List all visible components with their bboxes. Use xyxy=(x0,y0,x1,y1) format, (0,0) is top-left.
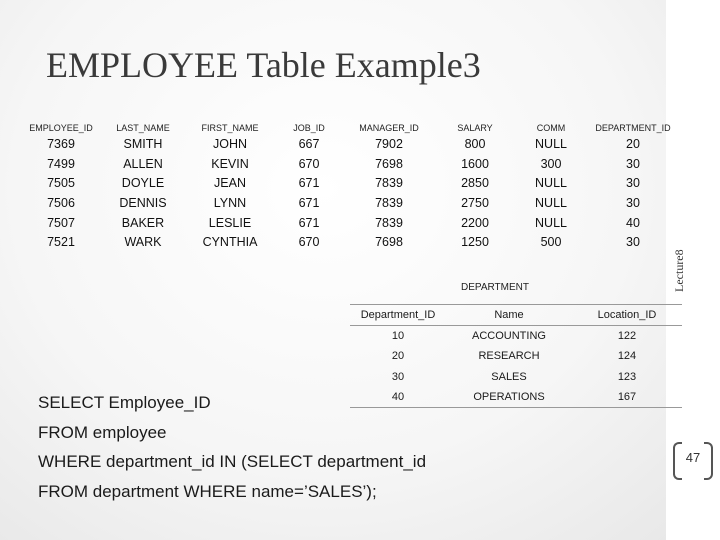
table-cell: 20 xyxy=(626,137,640,152)
table-cell: 30 xyxy=(626,196,640,211)
table-cell: KEVIN xyxy=(211,156,249,171)
table-cell: 671 xyxy=(298,196,320,211)
table-cell: 7902 xyxy=(375,137,403,152)
table-cell: 123 xyxy=(617,370,637,383)
table-row xyxy=(22,135,680,155)
table-cell: 30 xyxy=(626,176,640,191)
table-cell: 40 xyxy=(350,387,446,408)
table-cell: 20 xyxy=(391,350,405,363)
table-cell: NULL xyxy=(535,215,567,230)
table-cell: NULL xyxy=(535,196,567,211)
table-cell: 7839 xyxy=(375,215,403,230)
table-row xyxy=(22,174,680,194)
table-cell: 670 xyxy=(298,156,320,171)
page-number: 47 xyxy=(685,450,701,465)
table-cell: 40 xyxy=(626,215,640,230)
department-table-title: DEPARTMENT xyxy=(461,282,529,293)
sql-line: FROM department WHERE name=’SALES’); xyxy=(38,481,377,501)
table-cell: 30 xyxy=(391,370,405,383)
col-header-first-name: FIRST_NAME xyxy=(201,122,259,133)
col-header-employee-id: EMPLOYEE_ID xyxy=(29,122,93,133)
table-cell: 167 xyxy=(572,387,682,408)
table-cell: 800 xyxy=(464,137,486,152)
table-cell: 7521 xyxy=(47,235,75,250)
table-row xyxy=(350,326,682,347)
table-cell: 30 xyxy=(626,156,640,171)
table-cell: 7505 xyxy=(47,176,75,191)
table-cell: DOYLE xyxy=(121,176,165,191)
table-row xyxy=(350,346,682,366)
table-cell: 7839 xyxy=(375,176,403,191)
slide-title: EMPLOYEE Table Example3 xyxy=(46,45,481,85)
col-header-location-id: Location_ID xyxy=(572,305,682,326)
table-cell: 1250 xyxy=(461,235,489,250)
table-cell: LESLIE xyxy=(208,215,252,230)
table-cell: SALES xyxy=(491,370,527,383)
table-cell: NULL xyxy=(535,137,567,152)
table-cell: BAKER xyxy=(121,215,165,230)
sql-line: SELECT Employee_ID xyxy=(38,393,211,412)
table-cell: NULL xyxy=(535,176,567,191)
table-cell: JOHN xyxy=(212,137,248,152)
table-cell: 124 xyxy=(617,350,637,363)
col-header-last-name: LAST_NAME xyxy=(116,122,170,133)
table-cell: ALLEN xyxy=(123,156,163,171)
lecture-label: Lecture8 xyxy=(672,249,686,292)
page-number-badge xyxy=(668,436,718,482)
table-cell: 2850 xyxy=(461,176,489,191)
employee-header-row xyxy=(22,120,680,135)
sql-query xyxy=(38,388,426,506)
table-cell: ACCOUNTING xyxy=(472,330,546,343)
table-cell: JEAN xyxy=(214,176,246,191)
table-cell: 7369 xyxy=(47,137,75,152)
table-row xyxy=(22,213,680,233)
sql-line: FROM employee xyxy=(38,422,167,442)
col-header-name: Name xyxy=(446,305,572,326)
table-cell: 667 xyxy=(298,137,320,152)
table-cell: 670 xyxy=(298,235,320,250)
table-cell: 2200 xyxy=(461,215,489,230)
table-cell: 300 xyxy=(540,156,562,171)
employee-table xyxy=(22,120,680,253)
table-cell: 7499 xyxy=(47,156,75,171)
table-cell: 7839 xyxy=(375,196,403,211)
col-header-comm: COMM xyxy=(536,122,566,133)
table-cell: WARK xyxy=(124,235,162,250)
table-cell: 7698 xyxy=(375,235,403,250)
col-header-department-id: Department_ID xyxy=(350,305,446,326)
col-header-job-id: JOB_ID xyxy=(293,122,325,133)
table-cell: 671 xyxy=(298,215,320,230)
col-header-department-id: DEPARTMENT_ID xyxy=(595,122,671,133)
table-cell: 30 xyxy=(626,235,640,250)
col-header-salary: SALARY xyxy=(457,122,493,133)
table-cell: 122 xyxy=(617,330,637,343)
table-row xyxy=(22,194,680,214)
table-row xyxy=(22,155,680,175)
table-cell: 7507 xyxy=(47,215,75,230)
table-cell: 7698 xyxy=(375,156,403,171)
table-cell: OPERATIONS xyxy=(446,387,572,408)
table-cell: CYNTHIA xyxy=(202,235,258,250)
sql-line: WHERE department_id IN (SELECT department_id xyxy=(38,452,427,471)
department-header-row xyxy=(350,305,682,326)
table-cell: SMITH xyxy=(123,137,163,152)
table-cell: 1600 xyxy=(461,156,489,171)
table-cell: 500 xyxy=(540,235,562,250)
table-cell: LYNN xyxy=(213,196,247,211)
table-cell: 2750 xyxy=(461,196,489,211)
col-header-manager-id: MANAGER_ID xyxy=(359,122,419,133)
table-row xyxy=(22,233,680,253)
table-cell: RESEARCH xyxy=(478,350,540,363)
table-cell: 671 xyxy=(298,176,320,191)
table-cell: 7506 xyxy=(47,196,75,211)
table-cell: 10 xyxy=(391,330,405,343)
table-row xyxy=(350,367,682,387)
table-cell: DENNIS xyxy=(119,196,167,211)
